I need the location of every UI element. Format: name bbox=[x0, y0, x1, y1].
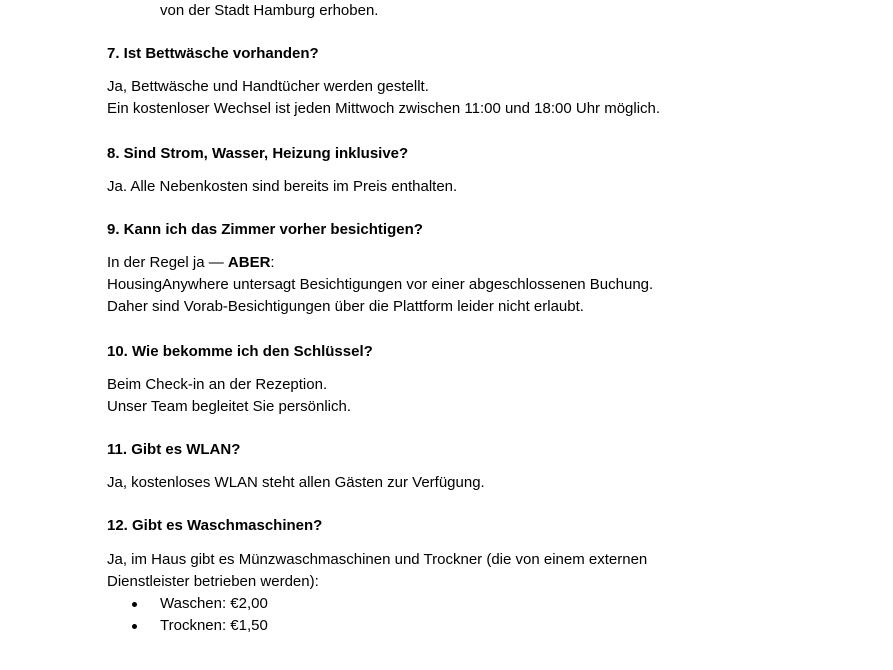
faq-answer-11-line-1: Ja, kostenloses WLAN steht allen Gästen zur Verfügung. bbox=[107, 474, 485, 491]
bullet-dot-icon bbox=[132, 624, 137, 629]
faq-heading-10: 10. Wie bekomme ich den Schlüssel? bbox=[107, 343, 373, 360]
faq-answer-9-intro-suffix: : bbox=[270, 254, 275, 271]
continuation-text: von der Stadt Hamburg erhoben. bbox=[160, 2, 379, 19]
faq-answer-12-line-2: Dienstleister betrieben werden): bbox=[107, 573, 319, 590]
faq-answer-9-line-1: HousingAnywhere untersagt Besichtigungen vor einer abgeschlossenen Buchung. bbox=[107, 276, 654, 293]
faq-heading-12: 12. Gibt es Waschmaschinen? bbox=[107, 517, 323, 534]
faq-heading-7: 7. Ist Bettwäsche vorhanden? bbox=[107, 45, 319, 62]
faq-heading-11: 11. Gibt es WLAN? bbox=[107, 441, 241, 458]
faq-answer-8-line-1: Ja. Alle Nebenkosten sind bereits im Preis enthalten. bbox=[107, 178, 458, 195]
faq-answer-9-intro-prefix: In der Regel ja — bbox=[107, 254, 228, 271]
faq-answer-9-intro-emphasis: ABER bbox=[227, 254, 271, 271]
faq-answer-9-intro bbox=[107, 254, 275, 272]
faq-answer-10-line-1: Beim Check-in an der Rezeption. bbox=[107, 376, 328, 393]
faq-heading-8: 8. Sind Strom, Wasser, Heizung inklusive? bbox=[107, 145, 409, 162]
bullet-dot-icon bbox=[132, 602, 137, 607]
bullet-item-drying-price: Trocknen: €1,50 bbox=[160, 617, 268, 634]
faq-answer-10-line-2: Unser Team begleitet Sie persönlich. bbox=[107, 398, 352, 415]
faq-answer-12-line-1: Ja, im Haus gibt es Münzwaschmaschinen und Trockner (die von einem externen bbox=[107, 551, 648, 568]
faq-answer-7-line-2: Ein kostenloser Wechsel ist jeden Mittwoch zwischen 11:00 und 18:00 Uhr möglich. bbox=[107, 100, 661, 117]
faq-heading-9: 9. Kann ich das Zimmer vorher besichtigen? bbox=[107, 221, 423, 238]
faq-answer-7-line-1: Ja, Bettwäsche und Handtücher werden gestellt. bbox=[107, 78, 429, 95]
bullet-item-washing-price: Waschen: €2,00 bbox=[160, 595, 268, 612]
faq-answer-9-line-2: Daher sind Vorab-Besichtigungen über die Plattform leider nicht erlaubt. bbox=[107, 298, 584, 315]
